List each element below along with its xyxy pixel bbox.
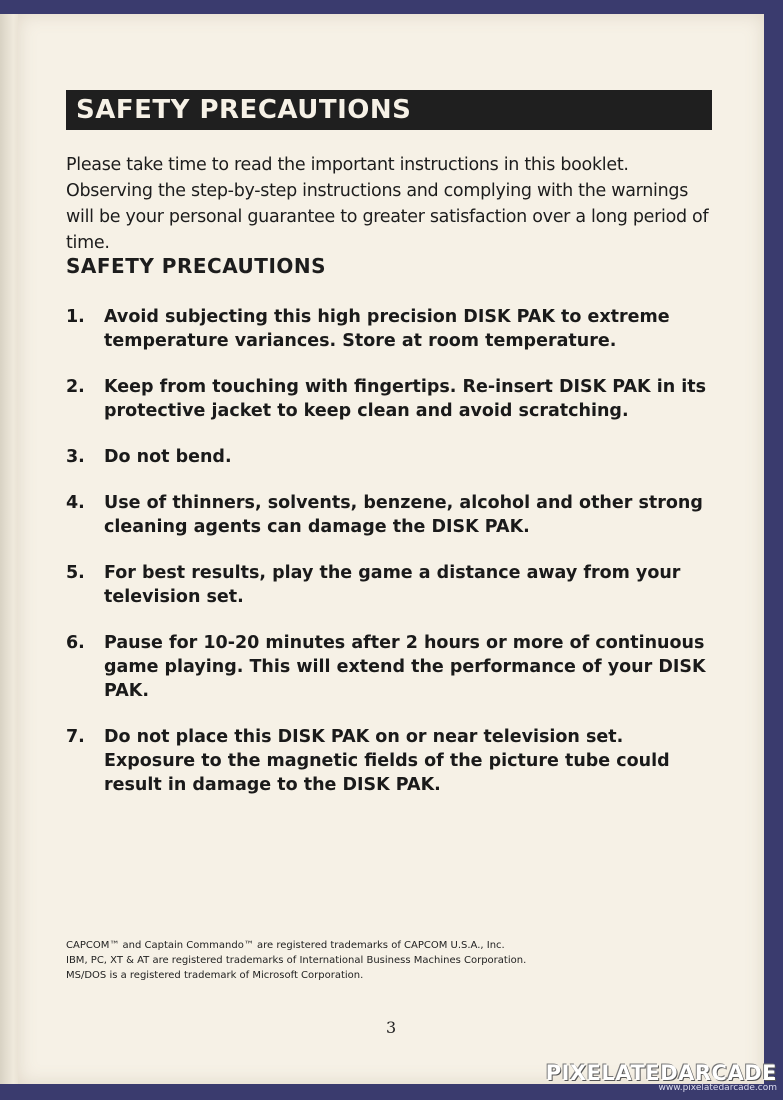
- section-heading: SAFETY PRECAUTIONS: [66, 254, 327, 278]
- precaution-item-6: [66, 631, 716, 703]
- precaution-item-7: [66, 725, 716, 797]
- watermark-brand: PIXELATEDARCADE: [545, 1061, 777, 1085]
- item-text: Do not bend.: [104, 447, 232, 467]
- item-number: 4.: [66, 493, 85, 513]
- item-number: 1.: [66, 307, 85, 327]
- item-text: Keep from touching with fingertips. Re-insert DISK PAK in its protective jacket to keep clean and avoid scratching.: [104, 377, 707, 421]
- trademark-note: MS/DOS is a registered trademark of Microsoft Corporation.: [66, 970, 364, 981]
- item-number: 3.: [66, 447, 85, 467]
- item-number: 2.: [66, 377, 85, 397]
- precaution-item-2: [66, 375, 716, 423]
- site-watermark: [546, 1062, 777, 1094]
- page-title-banner: SAFETY PRECAUTIONS: [66, 90, 712, 130]
- item-text: Do not place this DISK PAK on or near television set. Exposure to the magnetic fields of the picture tube could result in damage to the DISK PAK.: [104, 727, 670, 795]
- item-number: 7.: [66, 727, 85, 747]
- watermark-url: www.pixelatedarcade.com: [658, 1083, 777, 1093]
- item-number: 6.: [66, 633, 85, 653]
- item-text: Avoid subjecting this high precision DISK PAK to extreme temperature variances. Store at room temperature.: [104, 307, 670, 351]
- item-text: Use of thinners, solvents, benzene, alcohol and other strong cleaning agents can damage the DISK PAK.: [104, 493, 703, 537]
- precaution-item-5: [66, 561, 716, 609]
- precaution-item-1: [66, 305, 716, 353]
- item-text: For best results, play the game a distance away from your television set.: [104, 563, 681, 607]
- precaution-item-3: [66, 445, 716, 469]
- intro-paragraph: Please take time to read the important instructions in this booklet. Observing the step-by-step instructions and complying with the warnings will be your personal guarantee to greater satisfaction over a long period of time.: [66, 155, 709, 253]
- trademark-notes: [66, 938, 706, 983]
- trademark-note: IBM, PC, XT & AT are registered trademarks of International Business Machines Corporation.: [66, 955, 527, 966]
- page-number: 3: [386, 1018, 397, 1037]
- precaution-item-4: [66, 491, 716, 539]
- precautions-list: [66, 305, 716, 819]
- item-number: 5.: [66, 563, 85, 583]
- trademark-note: CAPCOM™ and Captain Commando™ are registered trademarks of CAPCOM U.S.A., Inc.: [66, 940, 505, 951]
- item-text: Pause for 10-20 minutes after 2 hours or more of continuous game playing. This will extend the performance of your DISK PAK.: [104, 633, 706, 701]
